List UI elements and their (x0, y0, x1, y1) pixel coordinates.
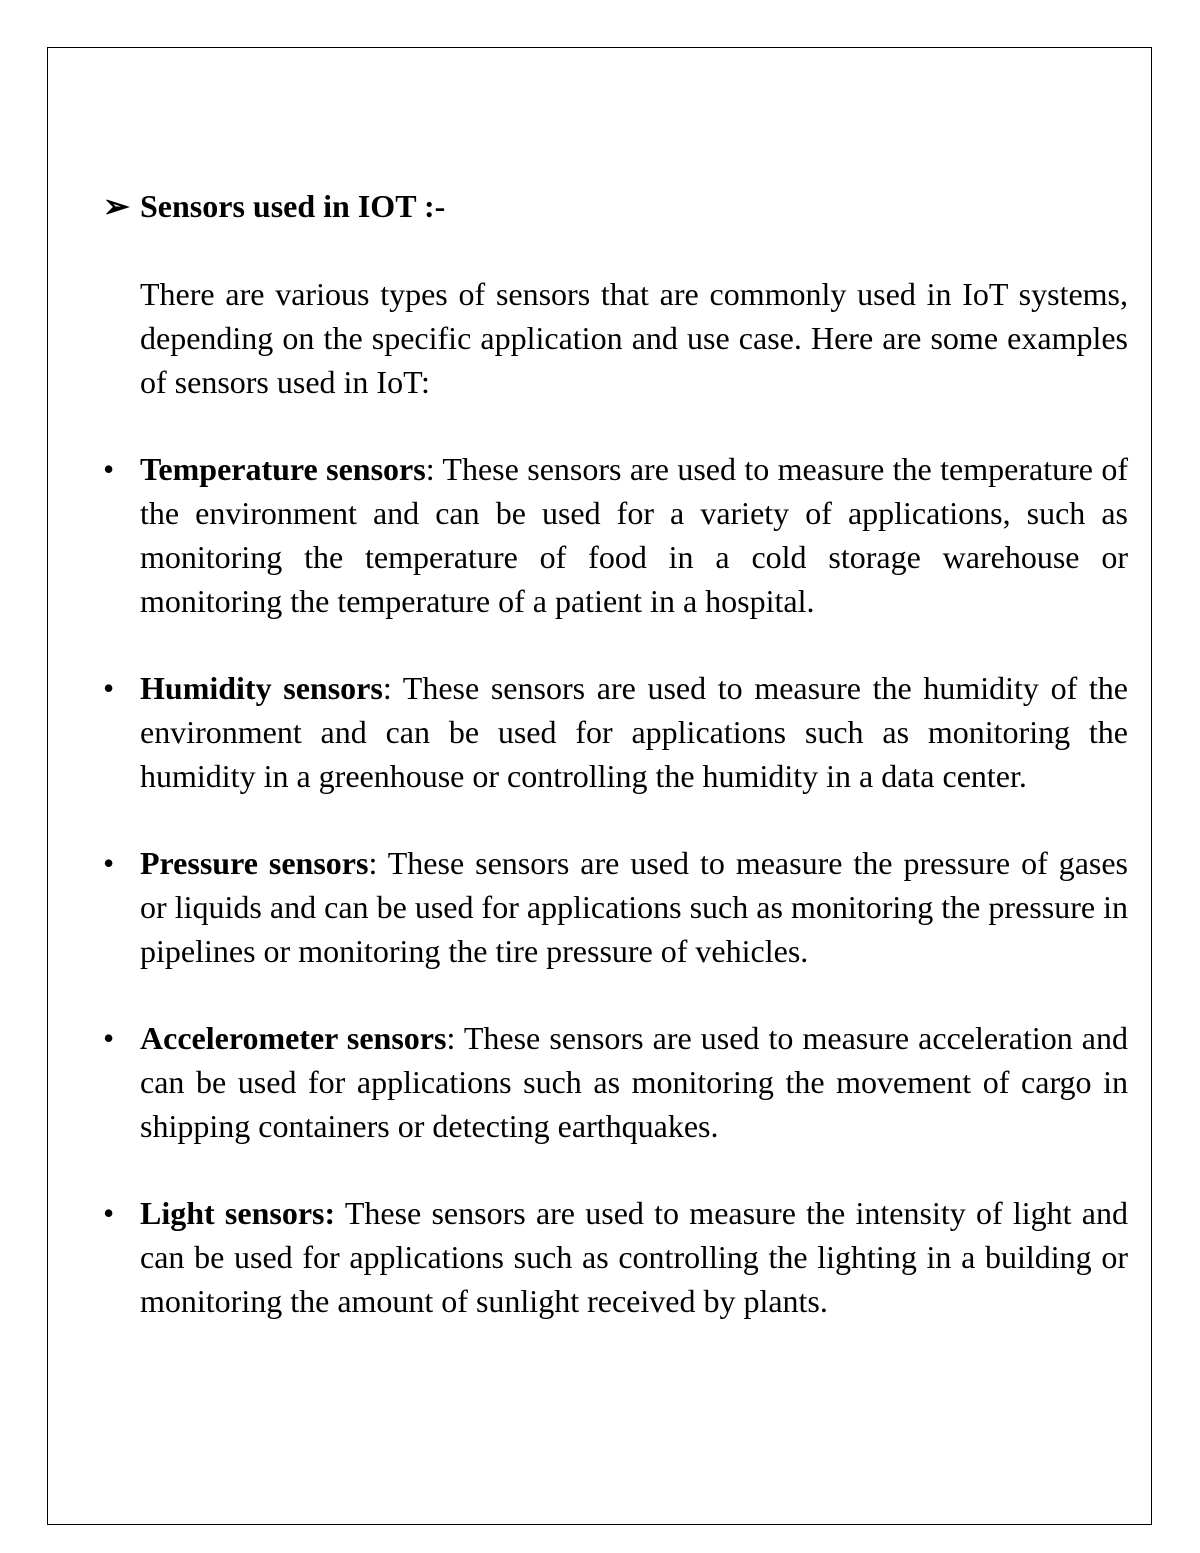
sensor-separator: : (368, 845, 378, 881)
arrow-bullet-icon: ➢ (103, 188, 130, 224)
intro-paragraph: There are various types of sensors that are commonly used in IoT systems, depending on the specific application and use case. Here are some examples of sensors used in IoT: (140, 276, 1128, 400)
section-heading (103, 183, 445, 229)
sensor-title: Pressure sensors (140, 845, 369, 881)
list-item (103, 841, 1128, 973)
bullet-icon: • (103, 1020, 115, 1056)
sensor-title: Humidity sensors (140, 670, 383, 706)
bullet-icon: • (103, 451, 115, 487)
sensor-list (103, 447, 1128, 1323)
bullet-icon: • (103, 845, 115, 881)
bullet-icon: • (103, 670, 115, 706)
bullet-icon: • (103, 1195, 115, 1231)
sensor-description: These sensors are used to measure acceleration and can be used for applications such as monitoring the movement of cargo in shipping containers or detecting earthquakes. (140, 1020, 1129, 1144)
sensor-description: These sensors are used to measure the humidity of the environment and can be used for applications such as monitoring the humidity in a greenhouse or controlling the humidity in a data center. (140, 670, 1129, 794)
sensor-separator: : (425, 451, 435, 487)
sensor-title: Accelerometer sensors (140, 1020, 447, 1056)
sensor-title: Temperature sensors (140, 451, 426, 487)
list-item (103, 666, 1128, 798)
section-heading-text: Sensors used in IOT :- (140, 188, 446, 224)
list-item (103, 1191, 1128, 1323)
sensor-description: These sensors are used to measure the temperature of the environment and can be used for a variety of applications, such as monitoring the temperature of food in a cold storage warehouse or monitoring the temperature of a patient in a hospital. (140, 451, 1129, 619)
sensor-separator: : (446, 1020, 456, 1056)
sensor-description: These sensors are used to measure the intensity of light and can be used for applications such as controlling the lighting in a building or monitoring the amount of sunlight received by plants. (140, 1195, 1129, 1319)
list-item (103, 1016, 1128, 1148)
sensor-description: These sensors are used to measure the pressure of gases or liquids and can be used for applications such as monitoring the pressure in pipelines or monitoring the tire pressure of vehicles. (140, 845, 1129, 969)
list-item (103, 447, 1128, 623)
sensor-title: Light sensors: (140, 1195, 336, 1231)
sensor-separator: : (382, 670, 392, 706)
